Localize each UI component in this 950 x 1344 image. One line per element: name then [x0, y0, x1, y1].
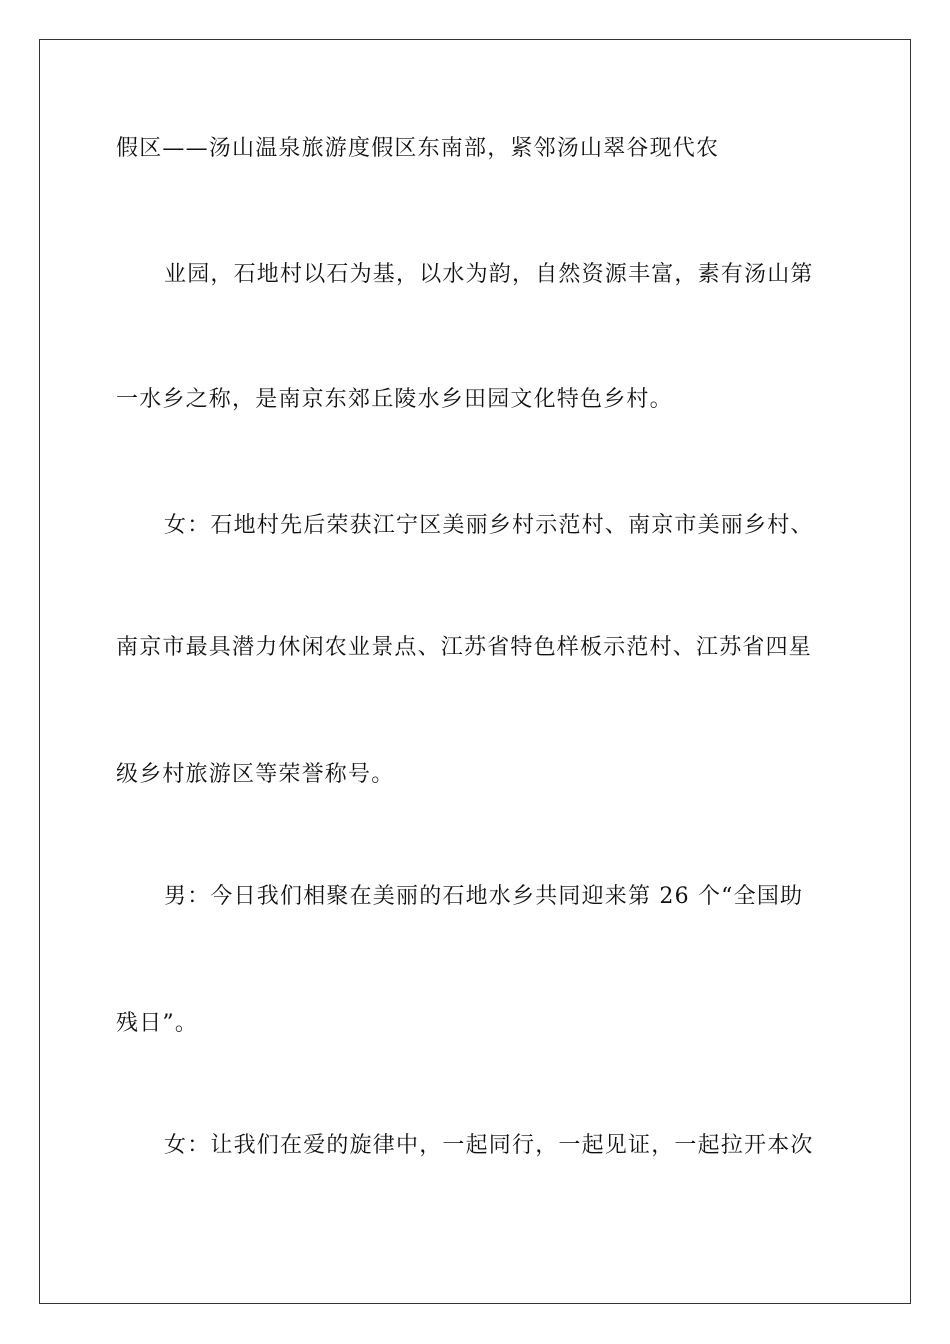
text-line-2: 业园，石地村以石为基，以水为韵，自然资源丰富，素有汤山第 — [164, 262, 814, 287]
page-border — [39, 39, 911, 1304]
text-line-7: 男：今日我们相聚在美丽的石地水乡共同迎来第 26 个“全国助 — [164, 884, 804, 909]
text-line-8: 残日”。 — [116, 1011, 199, 1036]
text-line-4: 女：石地村先后荣获江宁区美丽乡村示范村、南京市美丽乡村、 — [164, 513, 814, 538]
text-line-5: 南京市最具潜力休闲农业景点、江苏省特色样板示范村、江苏省四星 — [116, 635, 813, 660]
text-line-3: 一水乡之称，是南京东郊丘陵水乡田园文化特色乡村。 — [116, 387, 673, 412]
text-line-1: 假区——汤山温泉旅游度假区东南部，紧邻汤山翠谷现代农 — [116, 136, 720, 161]
text-line-9: 女：让我们在爱的旋律中，一起同行，一起见证，一起拉开本次 — [164, 1133, 814, 1158]
text-line-6: 级乡村旅游区等荣誉称号。 — [116, 762, 395, 787]
